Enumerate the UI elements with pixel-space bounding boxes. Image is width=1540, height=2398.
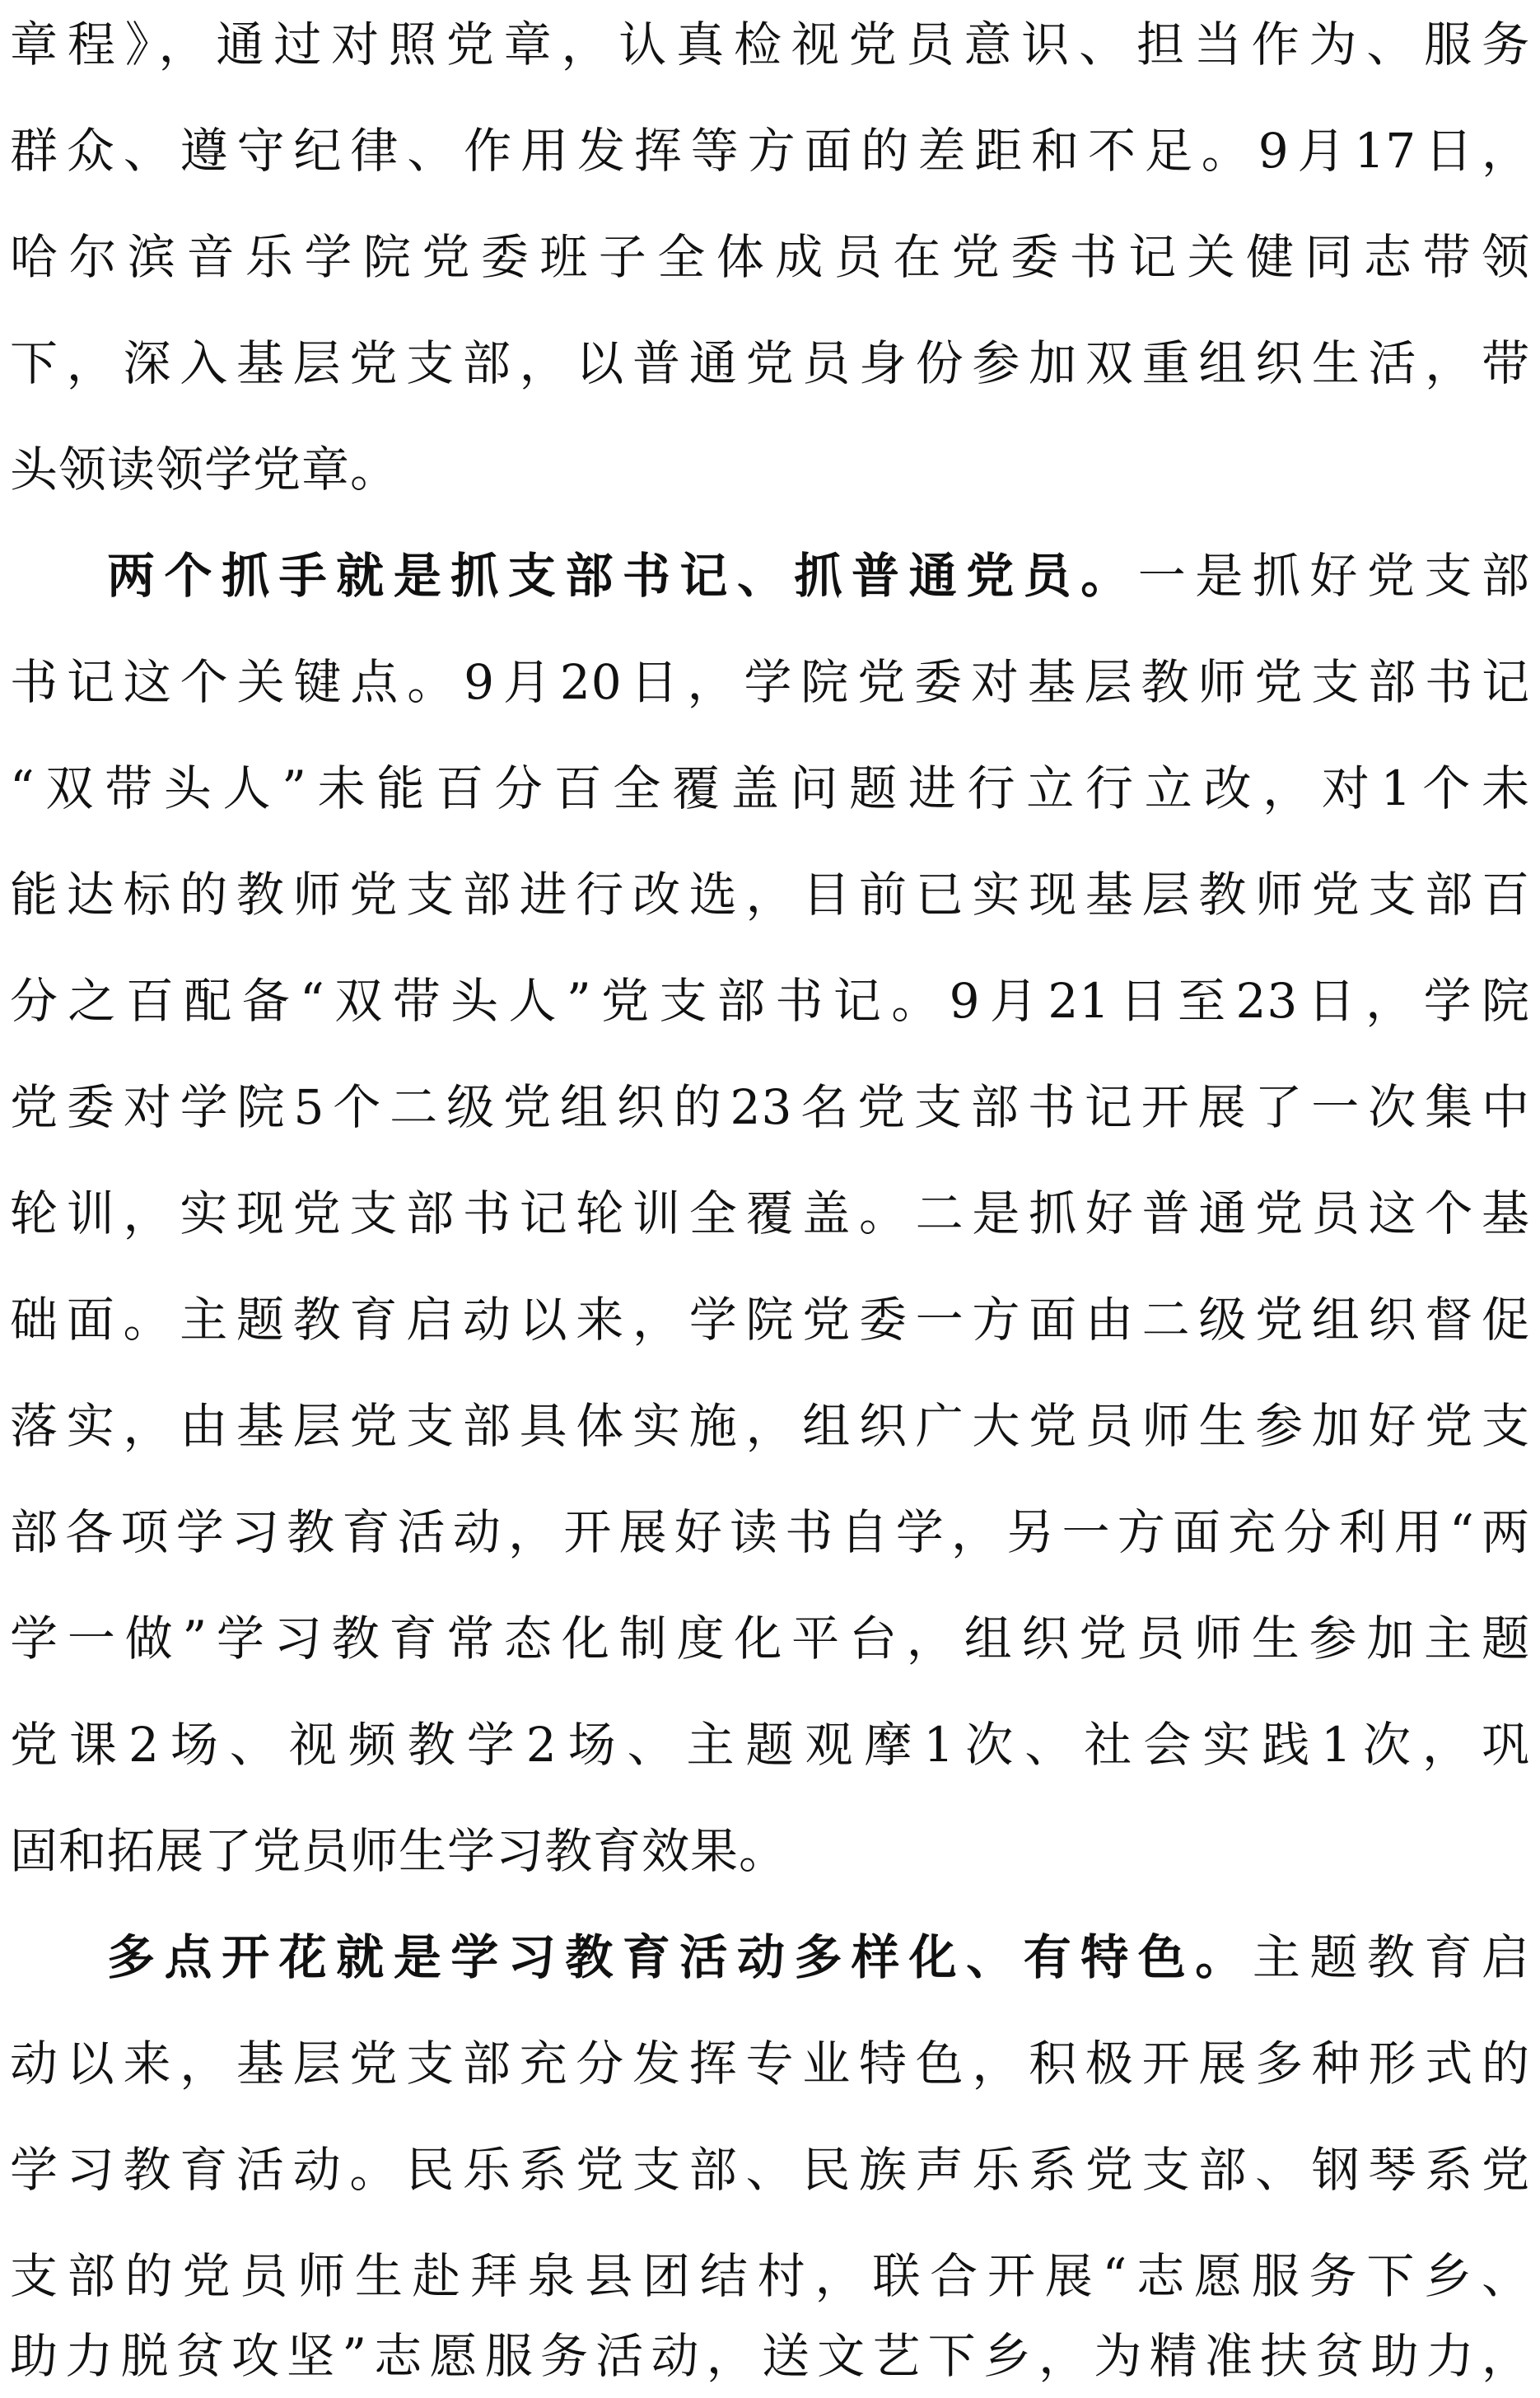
paragraph-heading-line <box>10 1919 1530 1995</box>
text-line: 分之百配备“双带头人”党支部书记。9月21日至23日，学院 <box>10 973 1530 1029</box>
text-line: 群众、遵守纪律、作用发挥等方面的差距和不足。9月17日， <box>10 123 1530 179</box>
text-line: 础面。主题教育启动以来，学院党委一方面由二级党组织督促 <box>10 1292 1530 1348</box>
text-line: 支部的党员师生赴拜泉县团结村，联合开展“志愿服务下乡、 <box>10 2248 1530 2304</box>
text-line: 头领读领学党章。 <box>10 442 399 498</box>
text-line: 党课2场、视频教学2场、主题观摩1次、社会实践1次，巩 <box>10 1717 1530 1773</box>
text-line: 下，深入基层党支部，以普通党员身份参加双重组织生活，带 <box>10 335 1530 391</box>
text-line: 动以来，基层党支部充分发挥专业特色，积极开展多种形式的 <box>10 2036 1530 2092</box>
paragraph-heading-line <box>10 538 1530 614</box>
text-line: 学一做”学习教育常态化制度化平台，组织党员师生参加主题 <box>10 1610 1530 1666</box>
text-line: 轮训，实现党支部书记轮训全覆盖。二是抓好普通党员这个基 <box>10 1185 1530 1241</box>
text-run: 一是抓好党支部 <box>1137 548 1530 604</box>
text-line: 哈尔滨音乐学院党委班子全体成员在党委书记关健同志带领 <box>10 229 1530 285</box>
text-line: 助力脱贫攻坚”志愿服务活动，送文艺下乡，为精准扶贫助力， <box>10 2328 1530 2384</box>
text-line: 能达标的教师党支部进行改选，目前已实现基层教师党支部百 <box>10 867 1530 923</box>
text-line: 落实，由基层党支部具体实施，组织广大党员师生参加好党支 <box>10 1398 1530 1454</box>
text-line: 章程》，通过对照党章，认真检视党员意识、担当作为、服务 <box>10 16 1530 72</box>
text-line: 固和拓展了党员师生学习教育效果。 <box>10 1823 788 1879</box>
text-line: 学习教育活动。民乐系党支部、民族声乐系党支部、钢琴系党 <box>10 2142 1530 2198</box>
text-line: 党委对学院5个二级党组织的23名党支部书记开展了一次集中 <box>10 1079 1530 1135</box>
text-line: 部各项学习教育活动，开展好读书自学，另一方面充分利用“两 <box>10 1504 1530 1560</box>
text-line: “双带头人”未能百分百全覆盖问题进行立行立改，对1个未 <box>10 760 1530 816</box>
paragraph-heading: 两个抓手就是抓支部书记、抓普通党员。 <box>107 548 1138 604</box>
text-run: 主题教育启 <box>1252 1929 1530 1985</box>
paragraph-heading: 多点开花就是学习教育活动多样化、有特色。 <box>107 1929 1253 1985</box>
text-line: 书记这个关键点。9月20日，学院党委对基层教师党支部书记 <box>10 654 1530 710</box>
